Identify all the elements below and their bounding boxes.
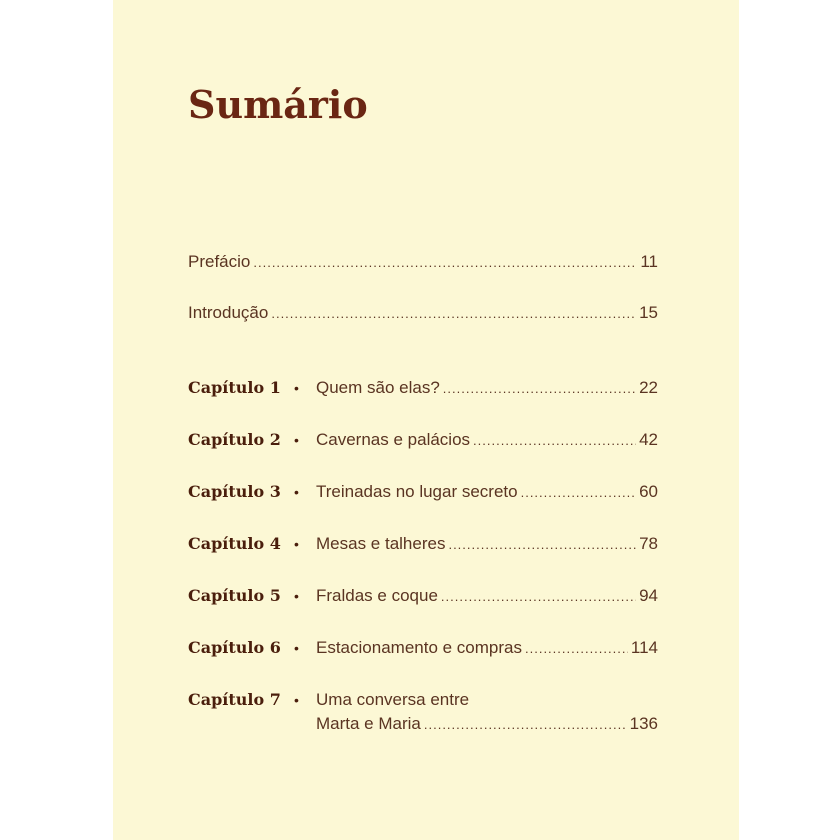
chapter-title: Treinadas no lugar secreto — [316, 482, 518, 501]
toc-page-number: 78 — [639, 534, 658, 553]
toc-page-number: 60 — [639, 482, 658, 501]
chapter-title: Estacionamento e compras — [316, 638, 522, 657]
dot-leader — [424, 713, 627, 737]
toc-entry-chapter-7-line-2 — [188, 712, 658, 737]
chapter-title: Quem são elas? — [316, 378, 440, 397]
chapter-label: Capítulo 2 — [188, 430, 281, 449]
bullet: • — [294, 536, 299, 552]
bullet: • — [294, 588, 299, 604]
dot-leader — [448, 533, 636, 557]
book-page — [113, 0, 739, 840]
bullet: • — [294, 692, 299, 708]
toc-page-number: 15 — [639, 303, 658, 322]
bullet: • — [294, 640, 299, 656]
toc-entry-chapter-2 — [188, 428, 658, 453]
toc-entry-chapter-3 — [188, 480, 658, 505]
bullet: • — [294, 380, 299, 396]
toc-page-number: 22 — [639, 378, 658, 397]
chapter-list — [188, 376, 658, 737]
toc-page-number: 114 — [630, 638, 658, 657]
toc-page-number: 136 — [629, 714, 658, 733]
dot-leader — [525, 637, 628, 661]
chapter-label: Capítulo 5 — [188, 586, 281, 605]
dot-leader — [271, 302, 636, 326]
toc-entry-chapter-7 — [188, 688, 658, 737]
toc-entry-label: Introdução — [188, 303, 269, 322]
chapter-label: Capítulo 7 — [188, 690, 281, 709]
chapter-label: Capítulo 1 — [188, 378, 281, 397]
chapter-title-line-1: Uma conversa entre — [316, 690, 470, 709]
toc-entry-chapter-7-line-1 — [188, 688, 658, 712]
toc-entry-chapter-6 — [188, 636, 658, 661]
chapter-title: Mesas e talheres — [316, 534, 446, 553]
bullet: • — [294, 484, 299, 500]
chapter-label: Capítulo 4 — [188, 534, 281, 553]
chapter-title: Cavernas e palácios — [316, 430, 471, 449]
chapter-title: Fraldas e coque — [316, 586, 438, 605]
bullet: • — [294, 432, 299, 448]
toc-entry-chapter-4 — [188, 532, 658, 557]
dot-leader — [473, 429, 636, 453]
toc-page-number: 42 — [639, 430, 658, 449]
chapter-label: Capítulo 3 — [188, 482, 281, 501]
toc-entry-chapter-1 — [188, 376, 658, 401]
toc-entry-prefacio — [188, 250, 658, 275]
chapter-label: Capítulo 6 — [188, 638, 281, 657]
toc-page-number: 94 — [639, 586, 658, 605]
toc-entry-introducao — [188, 301, 658, 326]
toc-page-number: 11 — [640, 252, 658, 271]
front-matter-list — [188, 250, 658, 326]
dot-leader — [441, 585, 636, 609]
toc-entry-chapter-5 — [188, 584, 658, 609]
toc-entry-label: Prefácio — [188, 252, 251, 271]
page-title: Sumário — [188, 82, 368, 127]
dot-leader — [253, 251, 637, 275]
chapter-title-line-2: Marta e Maria — [316, 714, 421, 733]
dot-leader — [521, 481, 636, 505]
dot-leader — [443, 377, 636, 401]
